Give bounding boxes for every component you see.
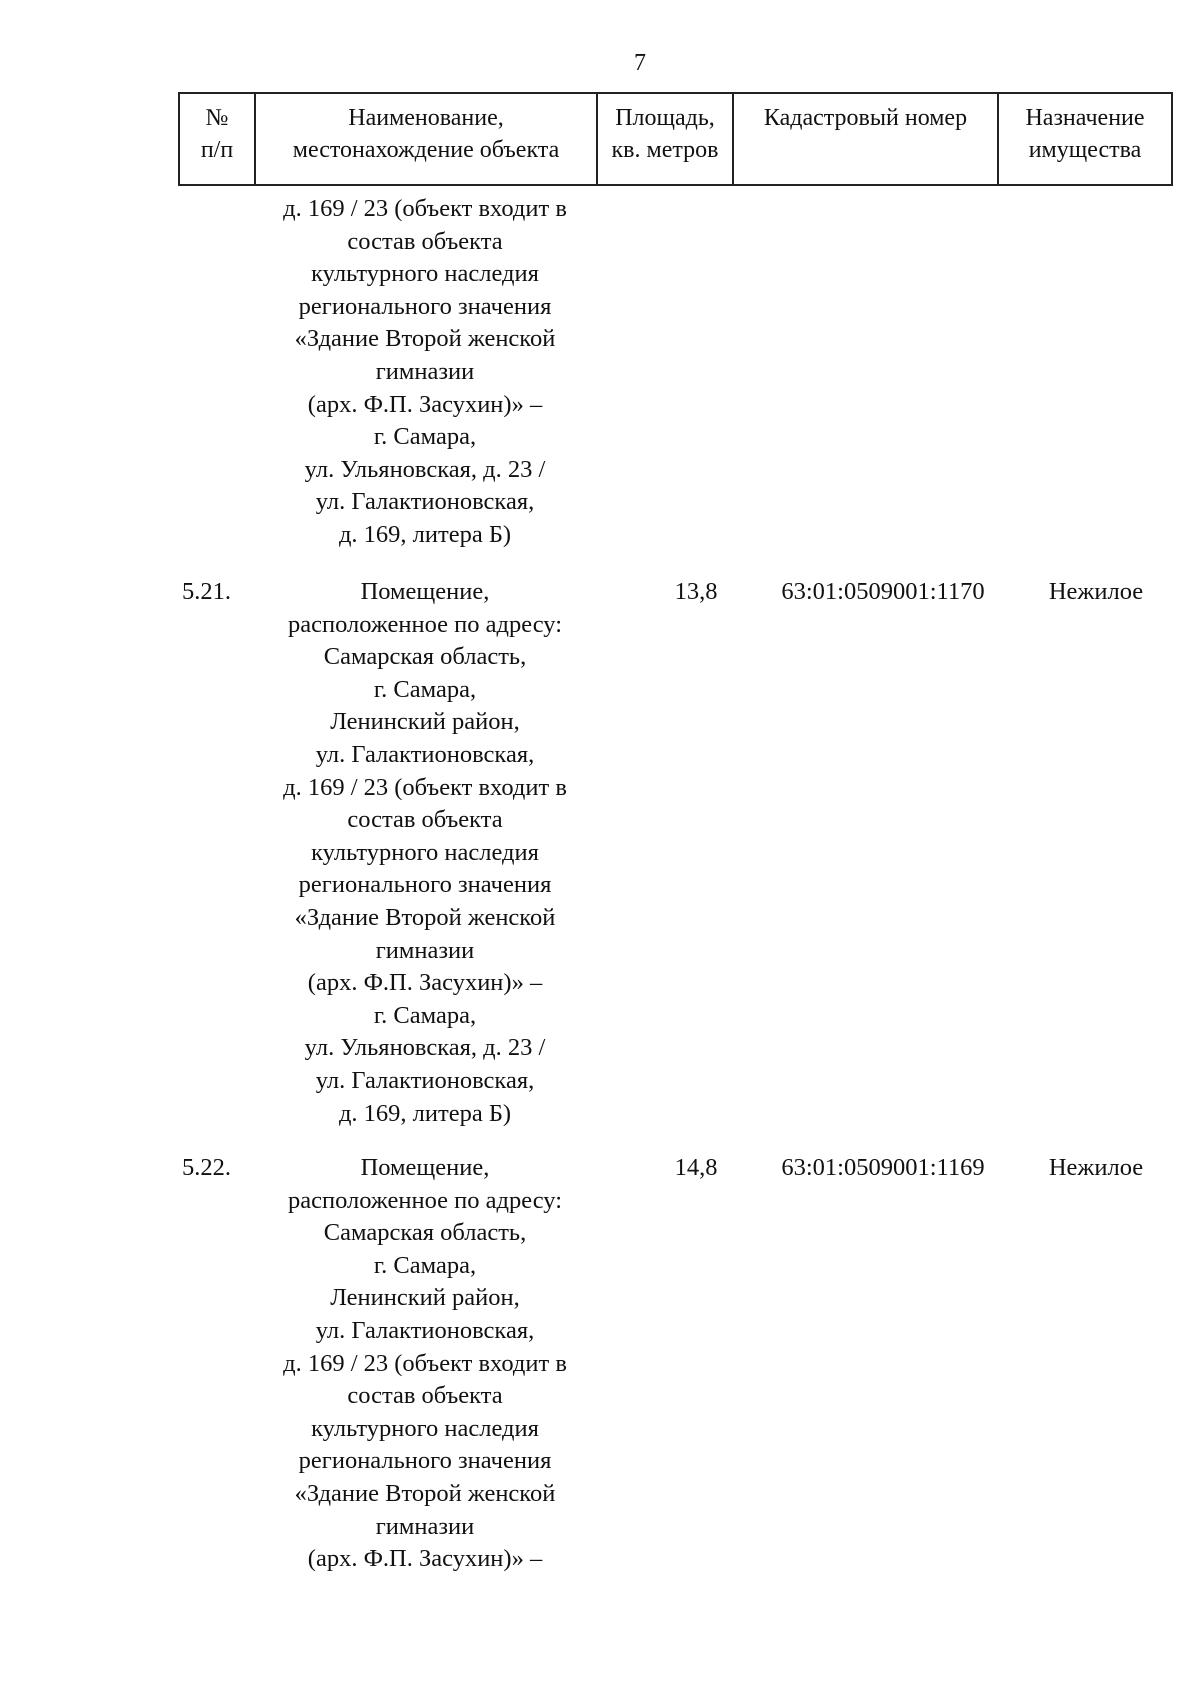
header-number-line: № xyxy=(205,105,229,131)
text-line: культурного наследия xyxy=(311,838,539,866)
text-line: (арх. Ф.П. Засухин)» – xyxy=(307,1545,543,1573)
page-number: 7 xyxy=(634,50,646,76)
text-line: ул. Ульяновская, д. 23 / xyxy=(304,1034,546,1062)
table-header xyxy=(178,92,1173,186)
text-line: г. Самара, xyxy=(373,1251,477,1279)
text-line: Помещение, xyxy=(360,578,490,605)
header-area-line: Площадь, xyxy=(615,105,715,131)
text-line: ул. Галактионовская, xyxy=(315,1316,535,1344)
text-line: ул. Галактионовская, xyxy=(315,488,535,516)
row-number: 5.22. xyxy=(182,1154,231,1181)
text-line: д. 169, литера Б) xyxy=(338,1099,512,1127)
header-area-line: кв. метров xyxy=(611,137,719,163)
header-number-line: п/п xyxy=(200,137,234,163)
text-line: (арх. Ф.П. Засухин)» – xyxy=(307,390,543,418)
text-line: регионального значения xyxy=(298,1447,552,1475)
header-purpose xyxy=(998,93,1172,185)
header-area xyxy=(597,93,733,185)
text-line: «Здание Второй женской xyxy=(294,1479,556,1507)
text-line: «Здание Второй женской xyxy=(294,903,556,931)
row-cadastral-number: 63:01:0509001:1170 xyxy=(781,578,985,605)
text-line: «Здание Второй женской xyxy=(294,325,556,353)
text-line: Ленинский район, xyxy=(330,708,520,736)
text-line: регионального значения xyxy=(298,871,552,899)
header-purpose-line: Назначение xyxy=(1025,105,1145,131)
text-line: д. 169, литера Б) xyxy=(338,520,512,548)
text-line: д. 169 / 23 (объект входит в xyxy=(283,1349,567,1377)
text-line: расположенное по адресу: xyxy=(288,610,562,638)
text-line: Самарская область, xyxy=(323,643,527,671)
continuation-text xyxy=(254,193,596,552)
text-line: д. 169 / 23 (объект входит в xyxy=(283,773,567,801)
row-purpose: Нежилое xyxy=(1048,578,1144,605)
text-line: гимназии xyxy=(375,357,475,385)
text-line: состав объекта xyxy=(347,227,503,255)
text-line: д. 169 / 23 (объект входит в xyxy=(283,195,567,222)
row-purpose: Нежилое xyxy=(1048,1154,1144,1181)
text-line: г. Самара, xyxy=(373,1001,477,1029)
text-line: культурного наследия xyxy=(311,1414,539,1442)
header-name xyxy=(255,93,597,185)
text-line: (арх. Ф.П. Засухин)» – xyxy=(307,969,543,997)
text-line: культурного наследия xyxy=(311,260,539,288)
row-area: 13,8 xyxy=(674,578,718,605)
header-name-line: Наименование, xyxy=(348,105,504,131)
text-line: г. Самара, xyxy=(373,675,477,703)
text-line: ул. Галактионовская, xyxy=(315,1066,535,1094)
text-line: гимназии xyxy=(375,936,475,964)
text-line: ул. Ульяновская, д. 23 / xyxy=(304,455,546,483)
text-line: Ленинский район, xyxy=(330,1284,520,1312)
row-cadastral-number: 63:01:0509001:1169 xyxy=(781,1154,985,1181)
text-line: расположенное по адресу: xyxy=(288,1186,562,1214)
header-name-line: местонахождение объекта xyxy=(292,137,560,163)
row-name xyxy=(254,576,596,1130)
text-line: Самарская область, xyxy=(323,1219,527,1247)
text-line: регионального значения xyxy=(298,292,552,320)
header-number xyxy=(179,93,255,185)
text-line: ул. Галактионовская, xyxy=(315,740,535,768)
row-area: 14,8 xyxy=(674,1154,718,1181)
text-line: Помещение, xyxy=(360,1154,490,1181)
text-line: состав объекта xyxy=(347,806,503,834)
header-cadastral xyxy=(733,93,998,185)
row-name xyxy=(254,1152,596,1576)
header-purpose-line: имущества xyxy=(1028,137,1142,163)
text-line: г. Самара, xyxy=(373,423,477,451)
text-line: состав объекта xyxy=(347,1382,503,1410)
header-cadastral-line: Кадастровый номер xyxy=(763,105,968,131)
row-number: 5.21. xyxy=(182,578,231,605)
text-line: гимназии xyxy=(375,1512,475,1540)
